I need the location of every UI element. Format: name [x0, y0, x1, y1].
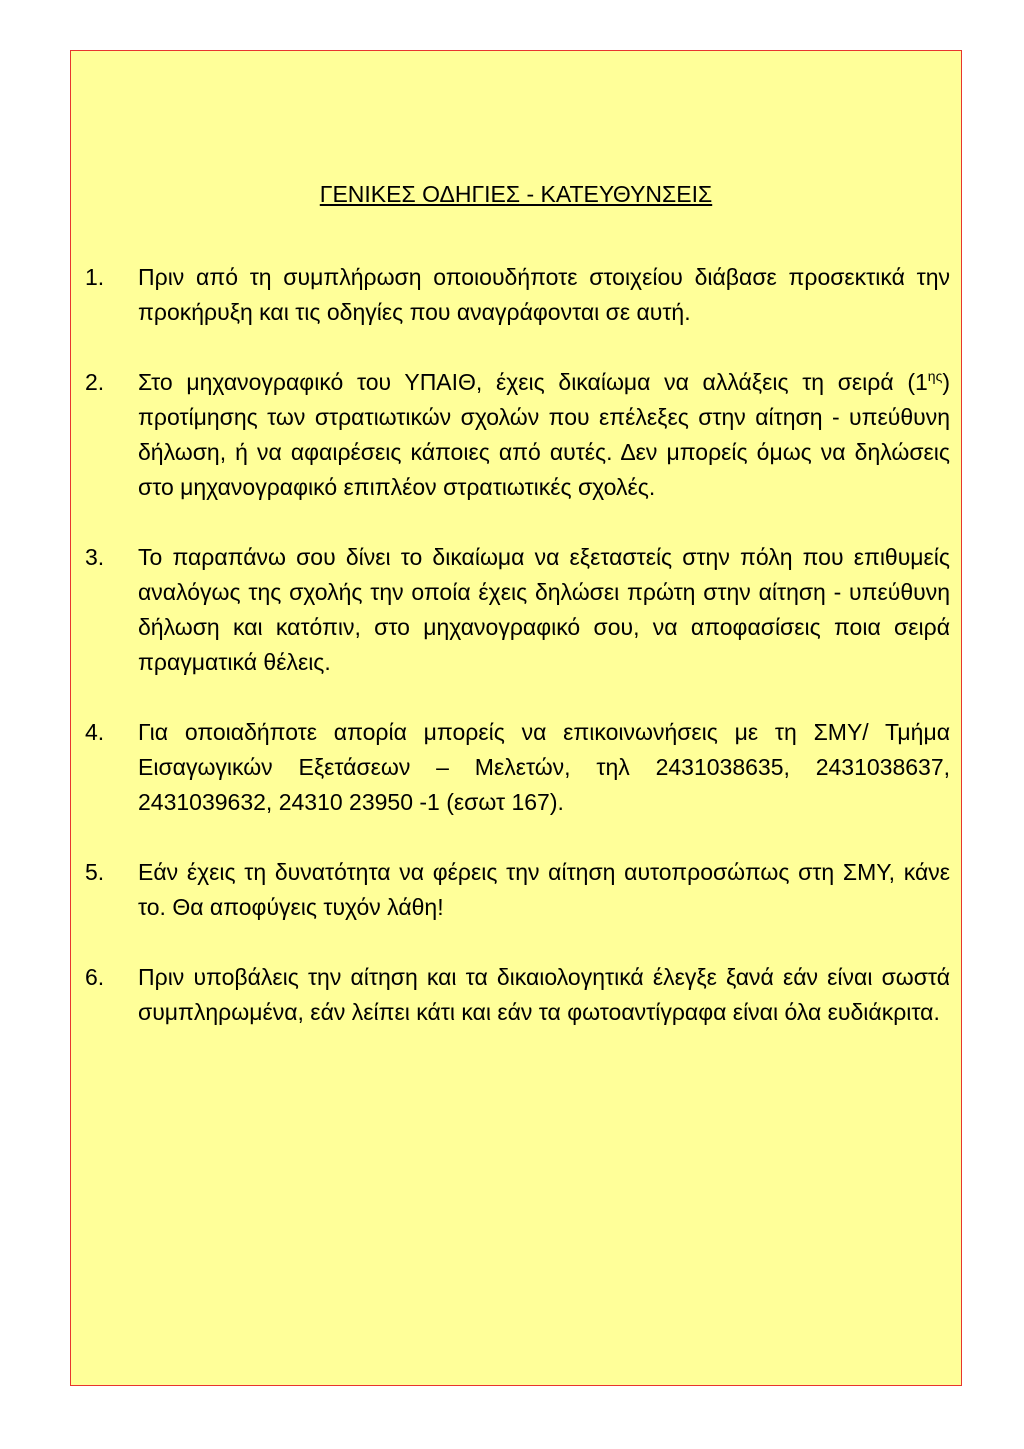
list-item — [85, 365, 950, 505]
item-number: 4. — [85, 719, 105, 745]
item-number: 6. — [85, 964, 105, 990]
item-number: 1. — [85, 264, 105, 290]
item-number: 2. — [85, 369, 105, 395]
list-item — [85, 260, 950, 330]
item-number: 3. — [85, 544, 105, 570]
list-item — [85, 855, 950, 925]
item-number: 5. — [85, 859, 105, 885]
list-item — [85, 715, 950, 820]
item-text-before: Στο μηχανογραφικό του ΥΠΑΙΘ, έχεις δικαίωμα να αλλάξεις τη σειρά (1 — [138, 369, 928, 395]
item-text: Για οποιαδήποτε απορία μπορείς να επικοινωνήσεις με τη ΣΜΥ/ Τμήμα Εισαγωγικών Εξετάσεων – Μελετών, τηλ 2431038635, 2431038637, 2431039632, 24310 23950 -1 (εσωτ 167). — [138, 719, 950, 815]
list-item — [85, 960, 950, 1030]
item-text: Το παραπάνω σου δίνει το δικαίωμα να εξεταστείς στην πόλη που επιθυμείς αναλόγως της σχολής την οποία έχεις δηλώσει πρώτη στην αίτηση - υπεύθυνη δήλωση και κατόπιν, στο μηχανογραφικό σου, να αποφασίσεις ποια σειρά πραγματικά θέλεις. — [138, 544, 950, 675]
item-text-after: ) προτίμησης των στρατιωτικών σχολών που επέλεξες στην αίτηση - υπεύθυνη δήλωση, ή να αφαιρέσεις κάποιες από αυτές. Δεν μπορείς όμως να δηλώσεις στο μηχανογραφικό επιπλέον στρατιωτικές σχολές. — [138, 369, 950, 500]
instructions-list — [85, 260, 950, 1065]
item-text: Πριν υποβάλεις την αίτηση και τα δικαιολογητικά έλεγξε ξανά εάν είναι σωστά συμπληρωμένα, εάν λείπει κάτι και εάν τα φωτοαντίγραφα είναι όλα ευδιάκριτα. — [138, 964, 950, 1025]
list-item — [85, 540, 950, 680]
ordinal-superscript: ης — [927, 368, 943, 384]
item-text: Πριν από τη συμπλήρωση οποιουδήποτε στοιχείου διάβασε προσεκτικά την προκήρυξη και τις οδηγίες που αναγράφονται σε αυτή. — [138, 264, 950, 325]
page-title: ΓΕΝΙΚΕΣ ΟΔΗΓΙΕΣ - ΚΑΤΕΥΘΥΝΣΕΙΣ — [319, 181, 713, 207]
item-text: Εάν έχεις τη δυνατότητα να φέρεις την αίτηση αυτοπροσώπως στη ΣΜΥ, κάνε το. Θα αποφύγεις τυχόν λάθη! — [138, 859, 950, 920]
